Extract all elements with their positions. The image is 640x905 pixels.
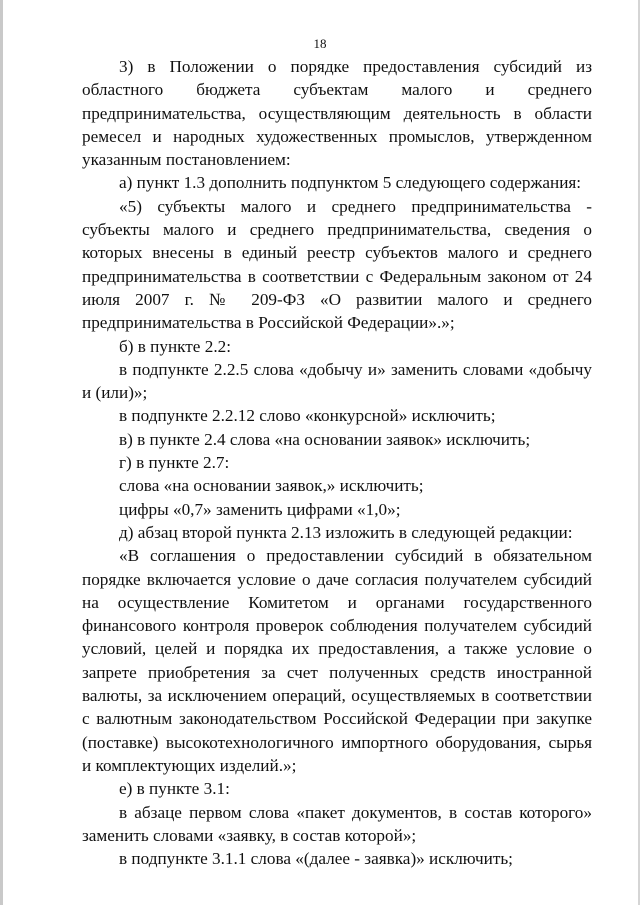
paragraph: е) в пункте 3.1: xyxy=(119,779,230,799)
paragraph: в подпункте 3.1.1 слова «(далее - заявка)» исключить; xyxy=(119,849,513,869)
paragraph: б) в пункте 2.2: xyxy=(119,336,231,356)
paragraph: в абзаце первом слова «пакет документов, в состав которого» заменить словами «заявку, в состав которой»; xyxy=(82,802,592,845)
paragraph: в подпункте 2.2.12 слово «конкурсной» исключить; xyxy=(119,406,496,426)
paragraph: слова «на основании заявок,» исключить; xyxy=(119,476,424,496)
paragraph: а) пункт 1.3 дополнить подпунктом 5 следующего содержания: xyxy=(119,173,582,193)
page-number: 18 xyxy=(313,36,327,51)
paragraph: 3) в Положении о порядке предоставления субсидий из областного бюджета субъектам малого и среднего предпринимательства, осуществляющим деятельность в области ремесел и народных художественных промыслов, утвержденном указанным постановлением: xyxy=(82,57,592,170)
paragraph: цифры «0,7» заменить цифрами «1,0»; xyxy=(119,499,401,519)
paragraph: «В соглашения о предоставлении субсидий в обязательном порядке включается условие о даче согласия получателем субсидий на осуществление Комитетом и органами государственного финансового контроля проверок соблюдения получателем субсидий условий, целей и порядка их предоставления, а также условие о запрете приобретения за счет полученных средств иностранной валюты, за исключением операций, осуществляемых в соответствии с валютным законодательством Российской Федерации при закупке (поставке) высокотехнологичного импортного оборудования, сырья и комплектующих изделий.»; xyxy=(82,546,592,775)
paragraph: в подпункте 2.2.5 слова «добычу и» заменить словами «добычу и (или)»; xyxy=(82,359,592,403)
scan-edge-left xyxy=(0,0,3,905)
paragraph: г) в пункте 2.7: xyxy=(119,453,230,473)
paragraph: в) в пункте 2.4 слова «на основании заявок» исключить; xyxy=(119,429,531,449)
document-body xyxy=(82,55,592,870)
paragraph: д) абзац второй пункта 2.13 изложить в следующей редакции: xyxy=(119,522,573,542)
paragraph: «5) субъекты малого и среднего предпринимательства - субъекты малого и среднего предпринимательства, сведения о которых внесены в единый реестр субъектов малого и среднего предпринимательства в соответствии с Федеральным законом от 24 июля 2007 г. № 209-ФЗ «О развитии малого и среднего предпринимательства в Российской Федерации».»; xyxy=(82,196,592,333)
